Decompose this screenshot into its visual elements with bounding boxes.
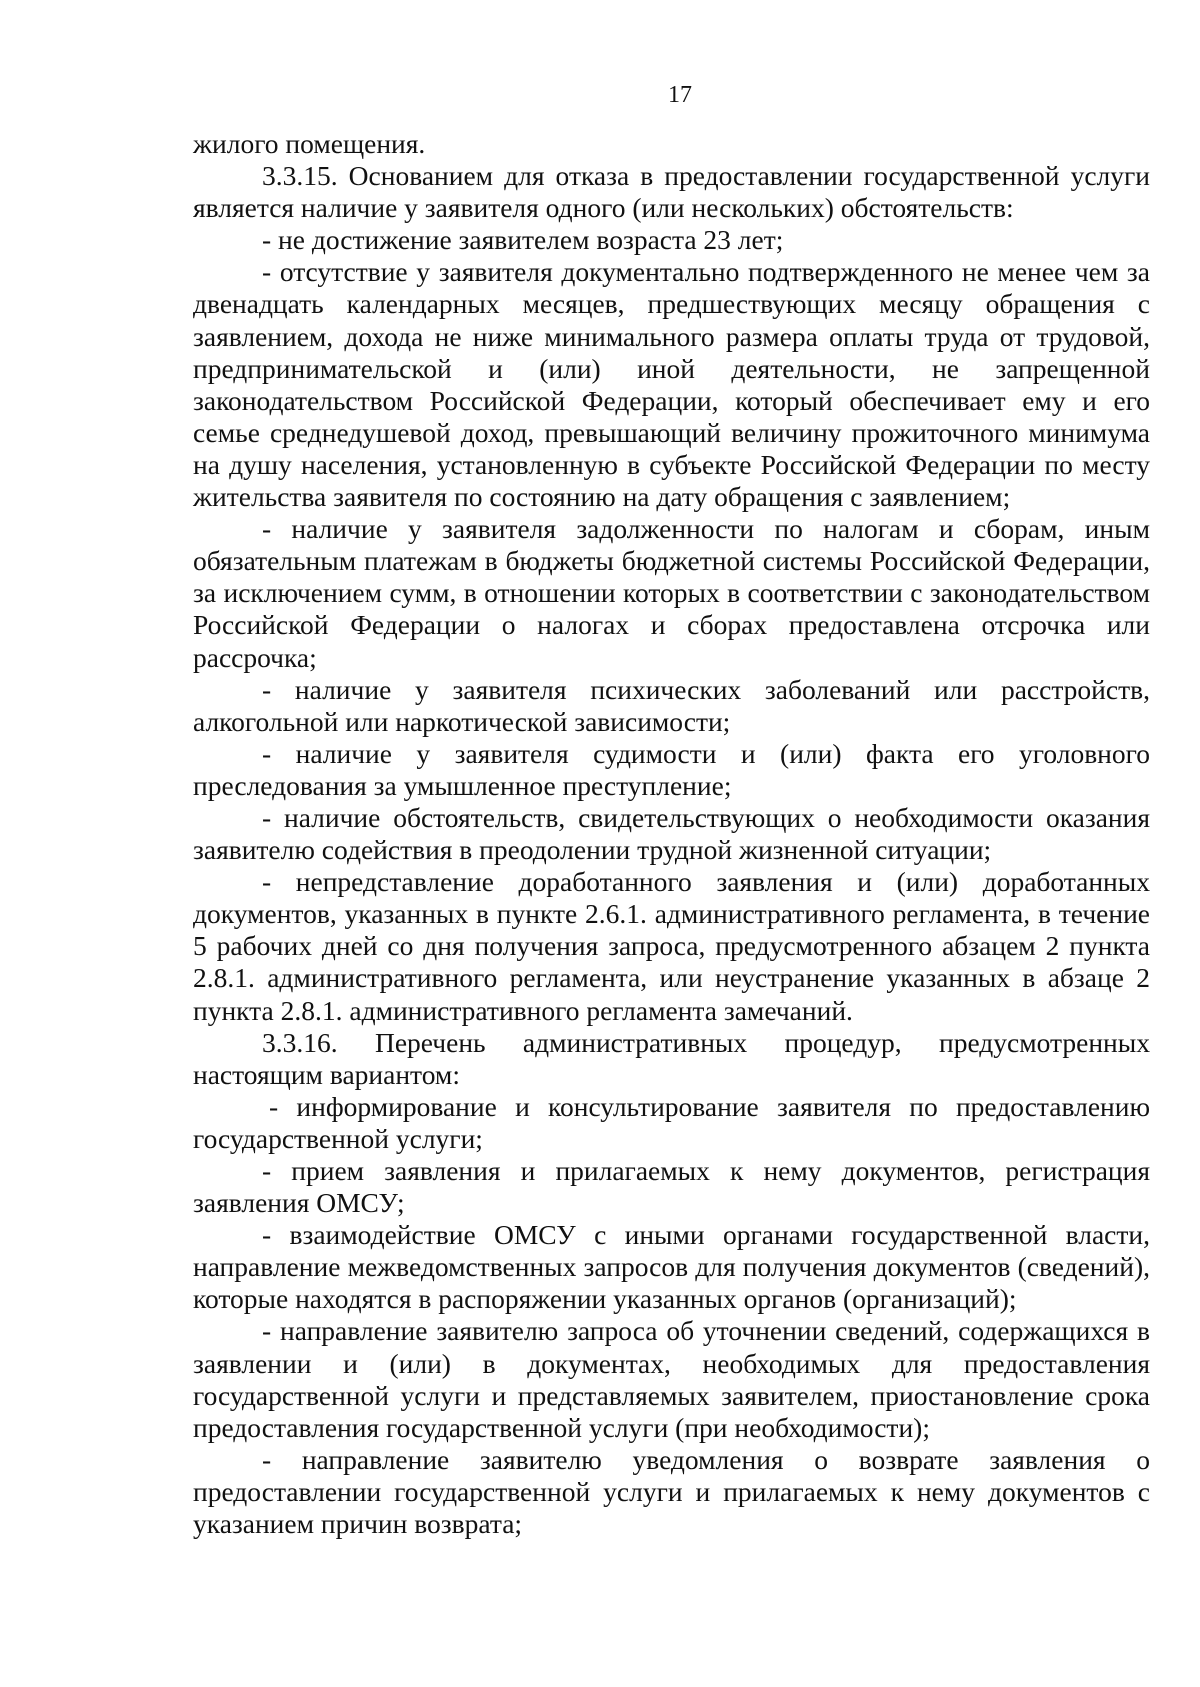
paragraph-continuation: жилого помещения. <box>193 128 426 159</box>
page-number: 17 <box>668 82 692 108</box>
procedure-informing: - информирование и консультирование заявителя по предоставлению государственной услуги; <box>193 1090 1150 1154</box>
procedure-application-intake: - прием заявления и прилагаемых к нему документов, регистрация заявления ОМСУ; <box>193 1155 1150 1219</box>
refusal-ground-tax-debt: - наличие у заявителя задолженности по налогам и сборам, иным обязательным платежам в бюджеты бюджетной системы Российской Федерации, за исключением сумм, в отношении которых в соответствии с законодательством Российской Федерации о налогах и сборах предоставлена отсрочка или рассрочка; <box>193 513 1150 673</box>
refusal-ground-hardship: - наличие обстоятельств, свидетельствующих о необходимости оказания заявителю содействия в преодолении трудной жизненной ситуации; <box>193 801 1150 866</box>
document-body <box>193 128 1150 1540</box>
refusal-ground-age: - не достижение заявителем возраста 23 лет; <box>262 224 784 256</box>
refusal-ground-health: - наличие у заявителя психических заболеваний или расстройств, алкогольной или наркотической зависимости; <box>193 673 1150 737</box>
procedure-return-notice: - направление заявителю уведомления о возврате заявления о предоставлении государственной услуги и прилагаемых к нему документов с указанием причин возврата; <box>193 1443 1150 1540</box>
refusal-ground-income: - отсутствие у заявителя документально подтвержденного не менее чем за двенадцать календарных месяцев, предшествующих месяцу обращения с заявлением, дохода не ниже минимального размера оплаты труда от трудовой, предпринимательской и (или) иной деятельности, не запрещенной законодательством Российской Федерации, который обеспечивает ему и его семье среднедушевой доход, превышающий величину прожиточного минимума на душу населения, установленную в субъекте Российской Федерации по месту жительства заявителя по состоянию на дату обращения с заявлением; <box>193 256 1150 513</box>
clause-3-3-15: 3.3.15. Основанием для отказа в предоставлении государственной услуги является наличие у заявителя одного (или нескольких) обстоятельств: <box>193 160 1150 224</box>
refusal-ground-documents: - непредставление доработанного заявления и (или) доработанных документов, указанных в пункте 2.6.1. административного регламента, в течение 5 рабочих дней со дня получения запроса, предусмотренного абзацем 2 пункта 2.8.1. административного регламента, или неустранение указанных в абзаце 2 пункта 2.8.1. административного регламента замечаний. <box>193 866 1150 1026</box>
procedure-interagency-requests: - взаимодействие ОМСУ с иными органами государственной власти, направление межведомственных запросов для получения документов (сведений), которые находятся в распоряжении указанных органов (организаций); <box>193 1219 1150 1315</box>
refusal-ground-criminal-record: - наличие у заявителя судимости и (или) факта его уголовного преследования за умышленное преступление; <box>193 737 1150 801</box>
clause-3-3-16: 3.3.16. Перечень административных процедур, предусмотренных настоящим вариантом: <box>193 1026 1150 1090</box>
procedure-clarification-request: - направление заявителю запроса об уточнении сведений, содержащихся в заявлении и (или) в документах, необходимых для предоставления государственной услуги и представляемых заявителем, приостановление срока предоставления государственной услуги (при необходимости); <box>193 1315 1150 1443</box>
